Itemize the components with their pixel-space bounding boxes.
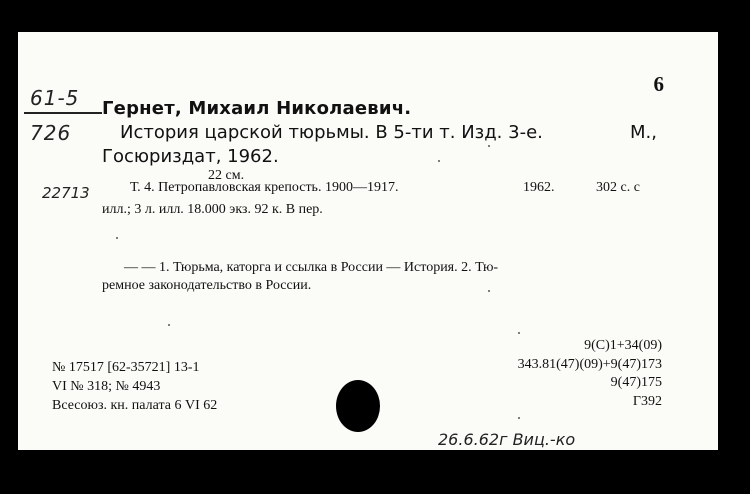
author-heading: Гернет, Михаил Николаевич. [102, 98, 412, 119]
scan-speck [518, 417, 520, 419]
volume-year: 1962. [523, 180, 555, 195]
publication-place: М., [630, 122, 657, 143]
scan-speck [488, 145, 490, 147]
subject-headings-line-1: — — 1. Тюрьма, каторга и ссылка в России — История. 2. Тю- [124, 260, 499, 275]
classification-line-1: 9(С)1+34(09) [584, 338, 662, 353]
card-number: 6 [653, 72, 664, 96]
scan-speck [168, 324, 170, 326]
registration-line-2: VI № 318; № 4943 [52, 379, 161, 394]
scan-speck [518, 332, 520, 334]
scan-speck [116, 237, 118, 239]
classification-line-3: 9(47)175 [610, 375, 662, 390]
registration-line-1: № 17517 [62-35721] 13-1 [52, 360, 200, 375]
shelfmark-bottom: 726 [30, 121, 72, 145]
book-size: 22 см. [208, 168, 245, 183]
volume-pages: 302 с. с [596, 180, 640, 195]
scan-speck [488, 290, 490, 292]
shelfmark-divider [24, 112, 102, 114]
volume-description: Т. 4. Петропавловская крепость. 1900—1917. [130, 180, 399, 195]
volume-details: илл.; 3 л. илл. 18.000 экз. 92 к. В пер. [102, 202, 323, 217]
classification-line-2: 343.81(47)(09)+9(47)173 [517, 357, 662, 372]
catalog-card [18, 32, 718, 450]
author-mark: Г392 [632, 394, 662, 409]
handwritten-date-note: 26.6.62г Виц.-ко [438, 430, 576, 449]
registration-line-3: Всесоюз. кн. палата 6 VI 62 [52, 398, 218, 413]
subject-headings-line-2: ремное законодательство в России. [102, 278, 312, 293]
shelf-note: 22713 [42, 184, 90, 202]
shelfmark-top: 61-5 [30, 86, 80, 110]
book-title: История царской тюрьмы. В 5-ти т. Изд. 3-е. [120, 122, 543, 143]
publisher-year: Госюриздат, 1962. [102, 146, 279, 167]
punch-hole [336, 380, 380, 432]
scan-speck [438, 160, 440, 162]
